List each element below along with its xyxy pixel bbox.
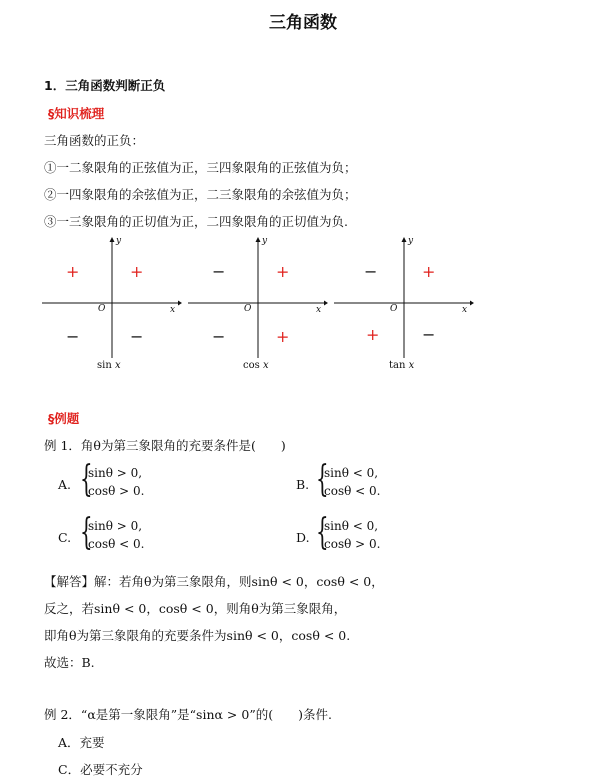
graph-caption <box>243 360 269 371</box>
option-c-line1: sinθ > 0, <box>88 519 143 533</box>
answer-line: 即角θ为第三象限角的充要条件为sinθ < 0，cosθ < 0. <box>44 628 351 643</box>
sign-graph-cos <box>188 236 328 376</box>
sign-graph-sin <box>42 236 182 376</box>
rule-tangent: ③一三象限角的正切值为正，二四象限角的正切值为负. <box>44 214 348 229</box>
option-a-line1: sinθ > 0, <box>88 466 143 480</box>
page-title: 三角函数 <box>269 13 337 33</box>
graph-caption <box>389 360 414 371</box>
x-axis-label: x <box>316 305 322 315</box>
axes <box>334 236 474 376</box>
quadrant-3-sign: + <box>366 325 380 344</box>
quadrant-4-sign: + <box>276 327 290 346</box>
option-d-line2: cosθ > 0. <box>324 537 381 551</box>
sign-graph-tan <box>334 236 474 376</box>
option-a-label: A. <box>58 477 72 492</box>
axes <box>42 236 182 376</box>
y-axis-label: y <box>408 236 414 246</box>
graph-caption <box>97 360 121 371</box>
brace-b: { <box>316 459 329 500</box>
knowledge-label: §知识梳理 <box>48 106 105 121</box>
origin-label: O <box>98 304 106 314</box>
option-c-line2: cosθ < 0. <box>88 537 145 551</box>
x-axis-label: x <box>462 305 468 315</box>
caption-var: x <box>262 360 269 371</box>
rule-cosine: ②一四象限角的余弦值为正，二三象限角的余弦值为负； <box>44 187 357 202</box>
y-axis-label: y <box>262 236 268 246</box>
option-b-line2: cosθ < 0. <box>324 484 381 498</box>
caption-func: tan <box>389 360 406 371</box>
brace-a: { <box>80 459 93 500</box>
example1-question: 例 1．角θ为第三象限角的充要条件是( ) <box>44 438 286 453</box>
example2-question: 例 2．“α是第一象限角”是“sinα > 0”的( )条件. <box>44 707 332 722</box>
quadrant-1-sign: + <box>130 262 144 281</box>
quadrant-1-sign: + <box>276 262 290 281</box>
origin-label: O <box>390 304 398 314</box>
answer-line: 【解答】解：若角θ为第三象限角，则sinθ < 0，cosθ < 0， <box>44 574 384 589</box>
answer-line: 故选：B. <box>44 655 95 670</box>
option-c-label: C. <box>58 530 72 545</box>
caption-var: x <box>408 360 415 371</box>
option-a-line2: cosθ > 0. <box>88 484 145 498</box>
example2-option: C．必要不充分 <box>58 762 143 777</box>
option-b-label: B. <box>296 477 310 492</box>
caption-func: cos <box>243 360 260 371</box>
example2-option: A．充要 <box>58 735 105 750</box>
quadrant-3-sign: − <box>212 327 226 346</box>
option-d-line1: sinθ < 0, <box>324 519 379 533</box>
option-d-label: D. <box>296 530 310 545</box>
quadrant-2-sign: − <box>364 262 378 281</box>
option-b-line1: sinθ < 0, <box>324 466 379 480</box>
axes <box>188 236 328 376</box>
quadrant-4-sign: − <box>130 327 144 346</box>
quadrant-2-sign: − <box>212 262 226 281</box>
section-heading: 1．三角函数判断正负 <box>44 78 166 93</box>
quadrant-4-sign: − <box>422 325 436 344</box>
y-axis-label: y <box>116 236 122 246</box>
intro-text: 三角函数的正负： <box>44 133 145 148</box>
quadrant-3-sign: − <box>66 327 80 346</box>
caption-func: sin <box>97 360 112 371</box>
examples-label: §例题 <box>48 411 80 426</box>
brace-d: { <box>316 512 329 553</box>
origin-label: O <box>244 304 252 314</box>
x-axis-label: x <box>170 305 176 315</box>
quadrant-1-sign: + <box>422 262 436 281</box>
brace-c: { <box>80 512 93 553</box>
caption-var: x <box>114 360 121 371</box>
rule-sine: ①一二象限角的正弦值为正，三四象限角的正弦值为负； <box>44 160 357 175</box>
quadrant-2-sign: + <box>66 262 80 281</box>
answer-line: 反之，若sinθ < 0，cosθ < 0，则角θ为第三象限角， <box>44 601 347 616</box>
